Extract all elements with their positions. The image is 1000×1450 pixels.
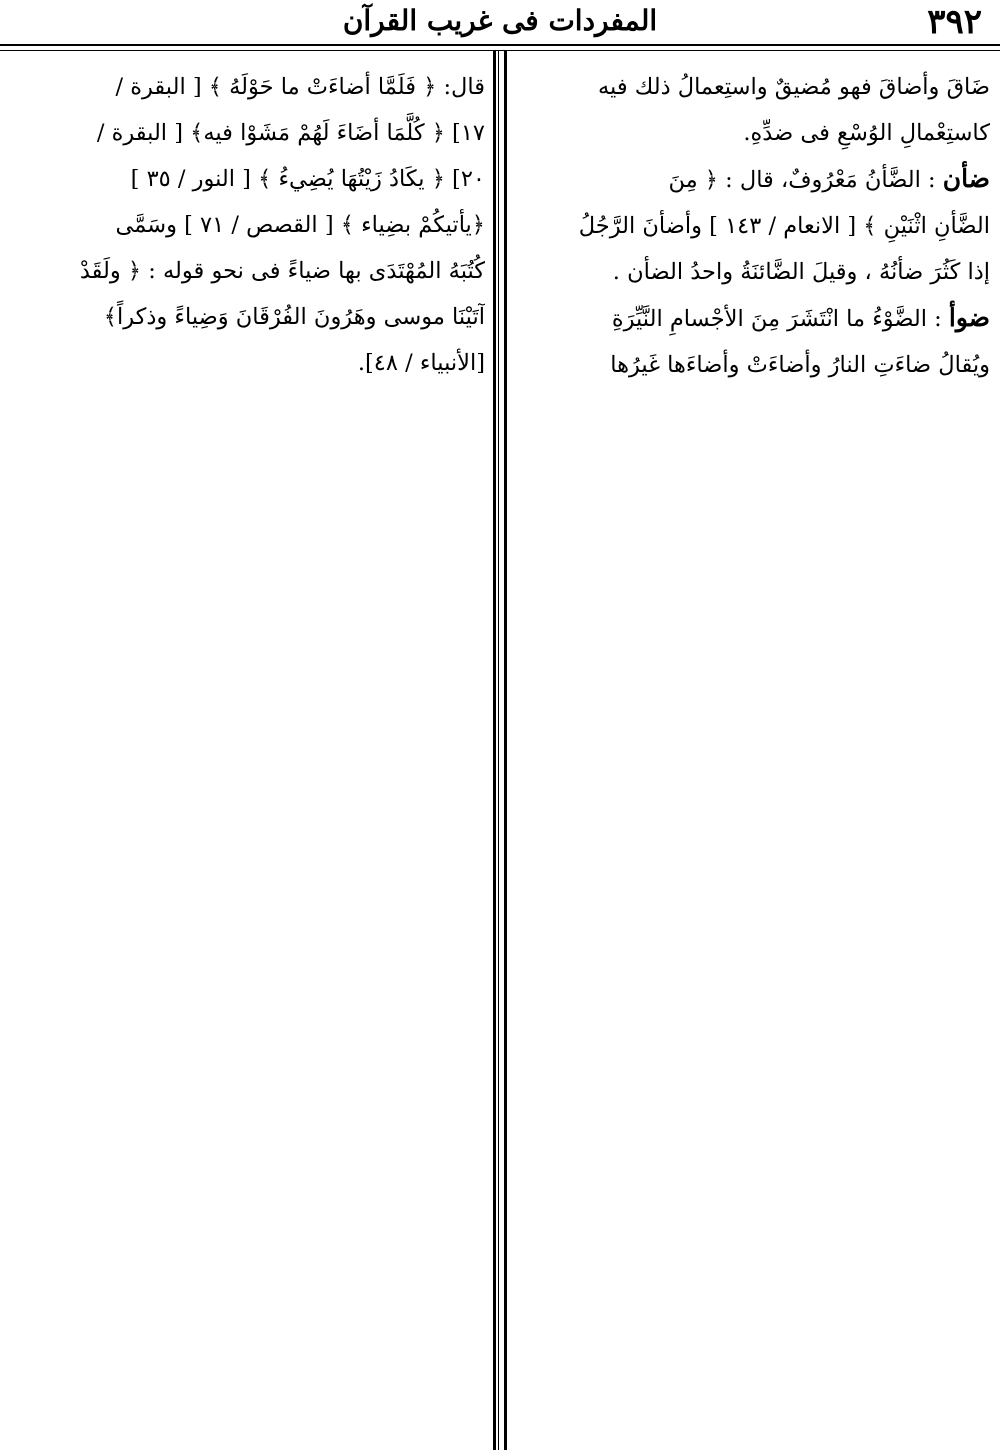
book-title: المفردات فى غريب القرآن bbox=[342, 4, 658, 37]
entry-daan-line-1 bbox=[514, 156, 990, 203]
text-line: ١٧] ﴿ كُلَّمَا أضَاءَ لَهُمْ مَشَوْا فيه﴾ [ البقرة / bbox=[96, 120, 485, 146]
text-line: [الأنبياء / ٤٨]. bbox=[357, 350, 485, 376]
text-line: ويُقالُ ضاءَتِ النارُ وأضاءَتْ وأضاءَها غَيرُها bbox=[610, 352, 990, 378]
text-line: ﴿يأتيكُمْ بضِياء ﴾ [ القصص / ٧١ ] وسَمَّى bbox=[115, 212, 485, 238]
text-line: الضَّأنِ اثْنَيْنِ ﴾ [ الانعام / ١٤٣ ] وأضأنَ الرَّجُلُ bbox=[578, 213, 990, 239]
column-divider bbox=[493, 50, 507, 1450]
entry-daw-line-1 bbox=[514, 295, 990, 342]
text-line: كاستِعْمالِ الوُسْعِ فى ضدِّهِ. bbox=[743, 120, 990, 146]
page-number: ٣٩٢ bbox=[927, 2, 982, 42]
text-line: ٢٠] ﴿ يكَادُ زَيْتُهَا يُضِيءُ ﴾ [ النور / ٣٥ ] bbox=[130, 166, 485, 192]
text-line: قال: ﴿ فَلَمَّا أضاءَتْ ما حَوْلَهُ ﴾ [ البقرة / bbox=[115, 74, 485, 100]
text-line: إذا كَثُرَ ضأنُهُ ، وقيلَ الضَّائنَةُ واحدُ الضأن . bbox=[612, 259, 990, 285]
page-header bbox=[0, 0, 1000, 44]
text-line: ضَاقَ وأضاقَ فهو مُضيقٌ واستِعمالُ ذلك فيه bbox=[597, 74, 990, 100]
header-rule bbox=[0, 44, 1000, 46]
left-column bbox=[10, 64, 485, 386]
text-line: آتَيْنَا موسى وهَرُونَ الفُرْقَانَ وَضِياءً وذكراً﴾ bbox=[103, 304, 485, 330]
entry-headword: ضوأ bbox=[948, 303, 990, 332]
right-column bbox=[514, 64, 990, 388]
entry-headword: ضأن bbox=[942, 164, 990, 193]
entry-text: : الضَّوْءُ ما انْتَشَرَ مِنَ الأجْسامِ النَّيِّرَةِ bbox=[611, 306, 942, 332]
text-line: كُتُبَهُ المُهْتَدَى بها ضياءً فى نحو قوله : ﴿ ولَقَدْ bbox=[79, 258, 485, 284]
entry-text: : الضَّأنُ مَعْرُوفٌ، قال : ﴿ مِنَ bbox=[668, 167, 936, 193]
